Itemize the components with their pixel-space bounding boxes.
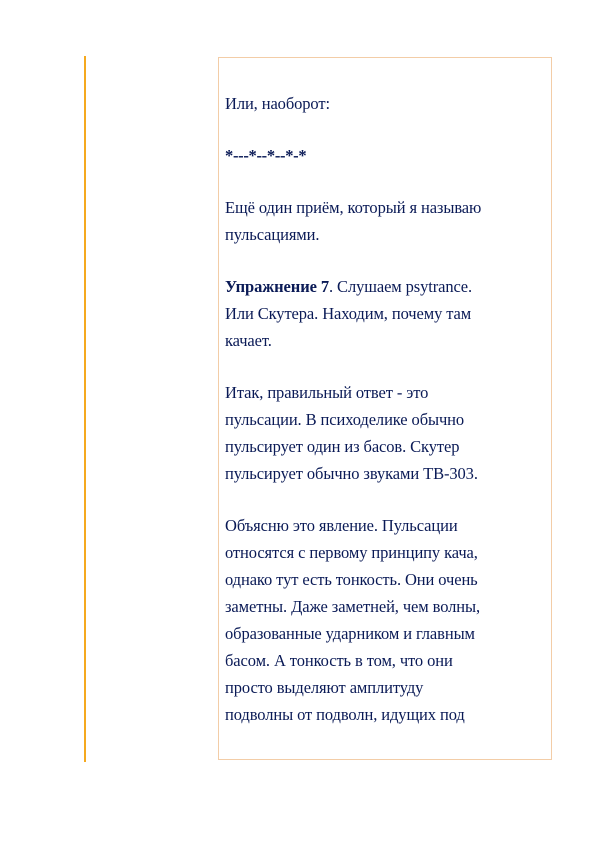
text-line: Или, наоборот: (225, 94, 330, 113)
left-margin-rule (84, 56, 86, 762)
text-line: заметны. Даже заметней, чем волны, (225, 597, 481, 616)
text-line: качает. (225, 331, 272, 350)
text-line: Итак, правильный ответ - это (225, 383, 429, 402)
text-line: Объясню это явление. Пульсации (225, 516, 458, 535)
text-line: пульсирует один из басов. Скутер (225, 437, 460, 456)
text-line: пульсациями. (225, 225, 320, 244)
text-line: басом. А тонкость в том, что они (225, 651, 453, 670)
paragraph-4 (225, 273, 549, 354)
text-line: Ещё один приём, который я называю (225, 198, 482, 217)
text-line: подволны от подволн, идущих под (225, 705, 465, 724)
text-line: образованные ударником и главным (225, 624, 475, 643)
document-body (225, 90, 549, 753)
text-line (225, 273, 549, 300)
paragraph-3 (225, 194, 549, 248)
exercise-text: . Слушаем psytrance. (329, 277, 473, 296)
paragraph-5 (225, 379, 549, 487)
text-frame (218, 57, 552, 760)
text-line: относятся с первому принципу кача, (225, 543, 478, 562)
text-line: просто выделяют амплитуду (225, 678, 424, 697)
text-line: Или Скутера. Находим, почему там (225, 304, 472, 323)
exercise-label: Упражнение 7 (225, 277, 329, 296)
paragraph-6 (225, 512, 549, 728)
paragraph-1 (225, 90, 549, 117)
rhythm-pattern: *---*--*--*-* (225, 146, 307, 165)
text-line: пульсирует обычно звуками TB-303. (225, 464, 478, 483)
text-line: однако тут есть тонкость. Они очень (225, 570, 478, 589)
text-line: пульсации. В психоделике обычно (225, 410, 465, 429)
paragraph-2 (225, 142, 549, 169)
